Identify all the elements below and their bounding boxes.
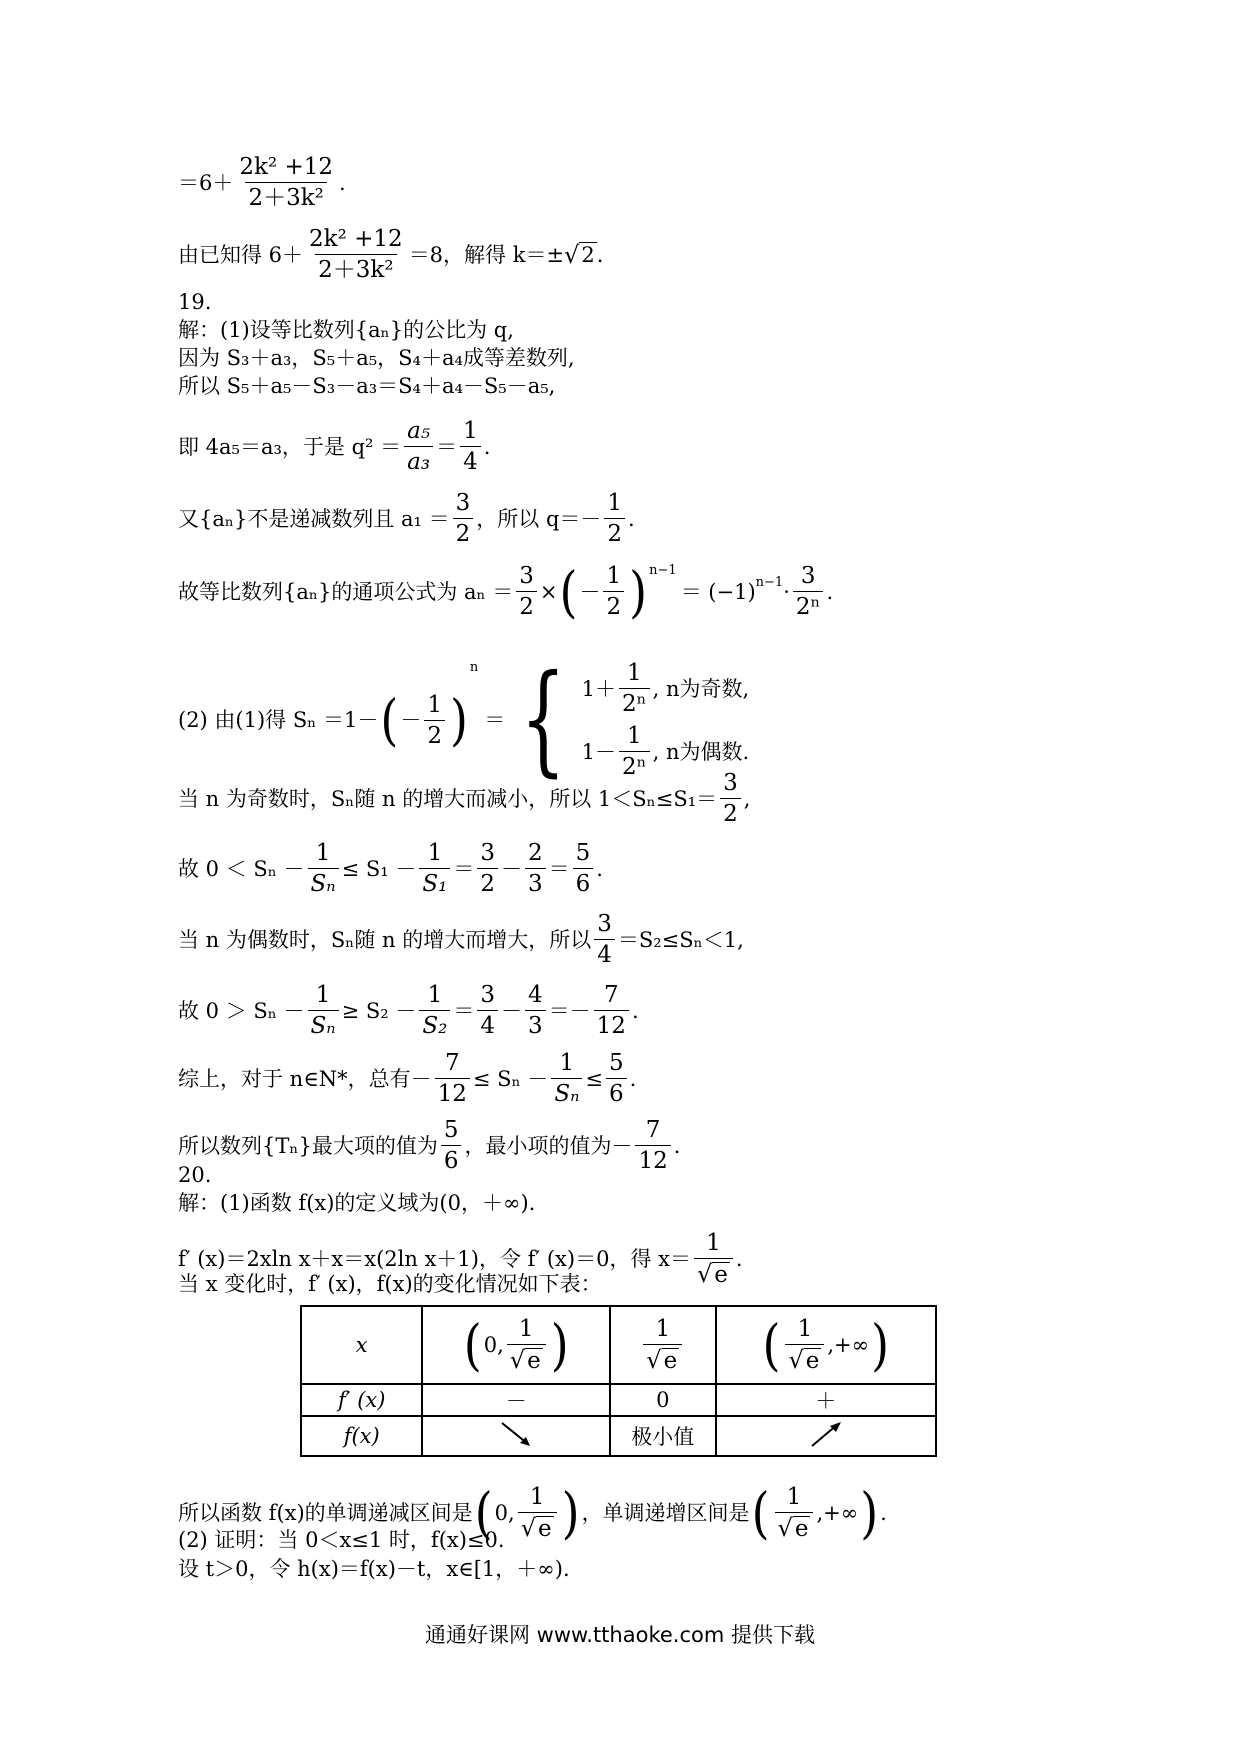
table-row [301, 1416, 936, 1456]
denominator: 2ⁿ [619, 751, 650, 780]
text: . [629, 1066, 637, 1091]
text: . [596, 242, 604, 267]
equation-line [178, 1117, 680, 1174]
numerator: 1 [606, 563, 622, 589]
numerator: 1 [626, 660, 642, 686]
text: ≤ Sₙ － [472, 1066, 549, 1091]
text: . [339, 170, 346, 195]
text: . [826, 579, 834, 604]
text: ＝－ [548, 998, 591, 1023]
left-paren: ( [751, 1480, 770, 1546]
table-cell [301, 1306, 422, 1384]
right-paren: ) [449, 687, 468, 753]
text: ＝8，解得 k＝± [408, 242, 565, 267]
left-brace: { [520, 650, 567, 789]
fraction [594, 911, 615, 968]
fraction [306, 226, 406, 283]
fraction [441, 1117, 462, 1174]
text: ≤ S₁ － [341, 856, 417, 881]
text: 故 0 ＜ Sₙ － [178, 856, 305, 881]
numerator: 1 [315, 982, 331, 1008]
left-paren: ( [474, 1480, 493, 1546]
equation-line [178, 982, 639, 1039]
numerator: 5 [575, 840, 591, 866]
text: － [501, 998, 523, 1023]
denominator: 12 [594, 1010, 629, 1039]
denominator: 6 [573, 868, 594, 897]
numerator: 2k² +12 [239, 154, 334, 180]
variation-table [300, 1305, 937, 1457]
numerator: 7 [603, 982, 619, 1008]
table-cell [422, 1416, 610, 1456]
equation-line [178, 911, 744, 968]
problem-number-19 [178, 288, 211, 316]
denominator: 2 [424, 720, 445, 749]
text: ＝S₂≤Sₙ＜1, [617, 927, 744, 952]
fraction [477, 982, 498, 1039]
denominator: 2ⁿ [793, 591, 824, 620]
denominator: 6 [606, 1078, 627, 1107]
table-cell [422, 1384, 610, 1416]
table-cell-text: 0 [656, 1388, 670, 1412]
numerator: 1 [626, 723, 642, 749]
denominator: 2 [477, 868, 498, 897]
numerator: 1 [427, 840, 443, 866]
fraction [308, 840, 339, 897]
text: ＝ [453, 856, 475, 881]
text: 又{aₙ}不是递减数列且 a₁ ＝ [178, 506, 450, 531]
denominator: 2 [604, 518, 625, 547]
fraction [525, 982, 546, 1039]
denominator: 4 [477, 1010, 498, 1039]
denominator: 3 [525, 868, 546, 897]
fraction [419, 982, 450, 1039]
fraction [606, 1050, 627, 1107]
exponent: n [469, 660, 479, 675]
exponent: n−1 [755, 575, 784, 590]
sqrt-arg: e [527, 1348, 541, 1374]
numerator: 7 [444, 1050, 460, 1076]
text: 所以函数 f(x)的单调递减区间是 [178, 1501, 473, 1525]
fraction [635, 1117, 670, 1174]
text: ，所以 q＝－ [476, 506, 602, 531]
table-cell-text: ＋ [815, 1389, 837, 1413]
text: 故等比数列{aₙ}的通项公式为 aₙ ＝ [178, 579, 514, 604]
sqrt: √ 2 [564, 240, 595, 269]
numerator: 1 [463, 418, 478, 444]
table-cell [716, 1416, 936, 1456]
text: 解：(1)设等比数列{aₙ}的公比为 q, [178, 318, 514, 342]
equation-line [178, 840, 603, 897]
numerator: 5 [609, 1050, 624, 1076]
text: , n为偶数. [652, 739, 750, 764]
text: 0, [494, 1501, 515, 1525]
table-cell: ( 0, 1 √ e ) [422, 1306, 610, 1384]
denominator: Sₙ [308, 1010, 339, 1039]
table-cell-text: x [355, 1333, 368, 1357]
text: ＝ (−1) [680, 579, 756, 604]
table-cell [610, 1384, 716, 1416]
denominator: √ e [694, 1258, 733, 1288]
denominator: 12 [635, 1145, 670, 1174]
fraction [694, 1230, 733, 1288]
table-cell-text: f(x) [343, 1424, 380, 1448]
equation-line-1 [178, 154, 346, 211]
fraction [435, 1050, 470, 1107]
fraction [404, 418, 433, 475]
fraction [603, 563, 624, 620]
equation-line [178, 1050, 636, 1107]
text: － [400, 708, 422, 732]
numerator: 1 [427, 691, 442, 718]
text: 1－ [581, 739, 617, 764]
left-paren: ( [380, 687, 399, 753]
table-cell [301, 1416, 422, 1456]
denominator: 3 [525, 1010, 546, 1039]
decreasing-arrow-icon [496, 1419, 536, 1449]
sqrt-arg: e [805, 1348, 820, 1374]
fraction [573, 840, 594, 897]
text: 由已知得 6＋ [178, 242, 304, 267]
denominator: 2 [603, 591, 624, 620]
denominator: 2＋3k² [245, 182, 326, 211]
sqrt-arg: e [537, 1516, 552, 1542]
text: 1＋ [581, 676, 617, 701]
denominator: 2 [720, 798, 741, 827]
text: 解：(1)函数 f(x)的定义域为(0，＋∞). [178, 1191, 536, 1215]
text: . [628, 506, 635, 531]
numerator: 4 [528, 982, 543, 1008]
cases [582, 660, 750, 780]
numerator: 3 [480, 840, 496, 866]
numerator: 7 [645, 1117, 661, 1143]
numerator: 1 [655, 1316, 671, 1342]
text: 所以数列{Tₙ}最大项的值为 [178, 1133, 438, 1158]
numerator: 5 [443, 1117, 459, 1143]
text: 当 n 为奇数时，Sₙ随 n 的增大而减小，所以 1＜Sₙ≤S₁＝ [178, 786, 718, 811]
text: ＝ [484, 708, 506, 732]
text: ＝ [436, 434, 458, 459]
fraction [460, 418, 481, 475]
numerator: 3 [723, 770, 738, 796]
table-cell [301, 1384, 422, 1416]
text-line [178, 1189, 535, 1217]
text: 故 0 ＞ Sₙ － [178, 998, 305, 1023]
text: . [673, 1133, 681, 1158]
fraction [236, 154, 336, 211]
text: . [596, 856, 603, 881]
numerator: 2k² +12 [309, 226, 403, 252]
denominator: 4 [460, 446, 481, 475]
table-cell-text: 极小值 [631, 1425, 695, 1449]
equation-line: 所以函数 f(x)的单调递减区间是 ( 0, 1 √ e ) ，单调递增区间是 ( 1 √ e ,+∞ ) . [178, 1480, 887, 1546]
numerator: 1 [427, 982, 443, 1008]
fraction [424, 692, 445, 749]
equation-line-2 [178, 226, 603, 283]
table-row [301, 1306, 936, 1384]
denominator: 2 [453, 518, 474, 547]
problem-number-20 [178, 1161, 211, 1189]
numerator: 1 [797, 1316, 813, 1342]
text: 19. [178, 290, 212, 314]
right-paren: ) [629, 559, 648, 624]
text-line [178, 1270, 602, 1298]
fraction [604, 490, 625, 547]
numerator: 1 [559, 1050, 575, 1076]
text: , [743, 786, 751, 811]
numerator: 1 [786, 1484, 802, 1510]
denominator: Sₙ [551, 1078, 582, 1107]
text: × [539, 579, 558, 604]
table-cell [610, 1416, 716, 1456]
left-paren: ( [559, 559, 578, 624]
fraction [720, 770, 741, 827]
increasing-arrow-icon [806, 1419, 846, 1449]
equation-line [178, 559, 834, 624]
fraction [308, 982, 339, 1039]
text: ＝ [548, 856, 570, 881]
numerator: 3 [455, 490, 471, 516]
denominator: S₂ [419, 1010, 450, 1039]
fraction [516, 563, 537, 620]
text: 即 4a₅＝a₃，于是 q² ＝ [178, 434, 402, 459]
table-cell: 1 √ e [610, 1306, 716, 1384]
text: ,+∞ [816, 1501, 859, 1525]
fraction [419, 840, 450, 897]
text: 当 x 变化时，f′ (x)，f(x)的变化情况如下表： [178, 1272, 602, 1296]
text: 20. [178, 1163, 212, 1187]
denominator: 4 [594, 939, 615, 968]
numerator: 3 [597, 911, 612, 937]
denominator: 12 [435, 1078, 470, 1107]
denominator: a₃ [404, 446, 433, 475]
case-row [582, 660, 750, 717]
numerator: a₅ [407, 418, 431, 444]
fraction [619, 660, 650, 717]
sqrt-arg: e [663, 1348, 678, 1374]
equation-line [178, 770, 750, 827]
text: 当 n 为偶数时，Sₙ随 n 的增大而增大，所以 [178, 927, 592, 952]
fraction [525, 840, 546, 897]
fraction [594, 982, 629, 1039]
right-paren: ) [561, 1480, 580, 1546]
numerator: 1 [607, 490, 623, 516]
table-cell [716, 1384, 936, 1416]
text: . [880, 1501, 887, 1525]
text-line [178, 316, 514, 344]
denominator: S₁ [419, 868, 450, 897]
denominator: 6 [441, 1145, 462, 1174]
equation-line [178, 418, 490, 475]
text: . [483, 434, 491, 459]
numerator: 3 [800, 563, 816, 589]
table-cell-text: － [505, 1389, 527, 1413]
numerator: 1 [315, 840, 331, 866]
numerator: 1 [529, 1484, 545, 1510]
exponent: n−1 [649, 563, 677, 578]
fraction [453, 490, 474, 547]
denominator: 2＋3k² [315, 254, 396, 283]
numerator: 1 [518, 1316, 534, 1342]
text: － [579, 579, 601, 604]
sqrt-arg: 2 [581, 243, 595, 267]
denominator: 2ⁿ [619, 688, 650, 717]
text: 0, [483, 1333, 504, 1357]
text: － [501, 856, 523, 881]
text: 因为 S₃＋a₃，S₅＋a₅，S₄＋a₄成等差数列, [178, 346, 575, 370]
text: ，单调递增区间是 [581, 1501, 750, 1525]
sqrt-arg: e [714, 1262, 728, 1288]
text: . [631, 998, 639, 1023]
text: ＝6＋ [178, 170, 234, 195]
text: ，最小项的值为－ [464, 1133, 633, 1158]
right-paren: ) [860, 1480, 879, 1546]
text: ＝ [453, 998, 475, 1023]
fraction [477, 840, 498, 897]
fraction [551, 1050, 582, 1107]
text-line [178, 1526, 505, 1554]
equation-line [178, 490, 635, 547]
table-cell: ( 1 √ e ,+∞ ) [716, 1306, 936, 1384]
equation-line-cases [178, 650, 750, 789]
fraction [793, 563, 824, 620]
text: (2) 由(1)得 Sₙ ＝1－ [178, 708, 379, 732]
numerator: 3 [519, 563, 534, 589]
denominator: 2 [516, 591, 537, 620]
text: ≤ [585, 1066, 604, 1091]
text: ≥ S₂ － [341, 998, 417, 1023]
text: 所以 S₅＋a₅－S₃－a₃＝S₄＋a₄－S₅－a₅, [178, 374, 556, 398]
sqrt-arg: e [794, 1516, 809, 1542]
denominator: Sₙ [308, 868, 339, 897]
text: f′ (x)＝2xln x＋x＝x(2ln x＋1)，令 f′ (x)＝0，得 x＝ [178, 1247, 691, 1271]
text: 综上，对于 n∈N*，总有－ [178, 1066, 432, 1091]
text-line [178, 372, 555, 400]
text: (2) 证明：当 0＜x≤1 时，f(x)≤0. [178, 1528, 505, 1552]
text-line [178, 1555, 570, 1583]
table-cell-text: f′ (x) [338, 1388, 386, 1412]
text: · [783, 579, 790, 604]
footer-text: 通通好课网 www.tthaoke.com 提供下载 [425, 1623, 815, 1647]
text: ,+∞ [827, 1333, 870, 1357]
numerator: 1 [706, 1230, 721, 1256]
text: 设 t＞0，令 h(x)＝f(x)－t，x∈[1，＋∞). [178, 1557, 570, 1581]
table-row [301, 1384, 936, 1416]
text: , n为奇数, [652, 676, 750, 701]
text-line [178, 344, 575, 372]
text: . [735, 1247, 743, 1271]
numerator: 2 [528, 840, 543, 866]
numerator: 3 [480, 982, 496, 1008]
